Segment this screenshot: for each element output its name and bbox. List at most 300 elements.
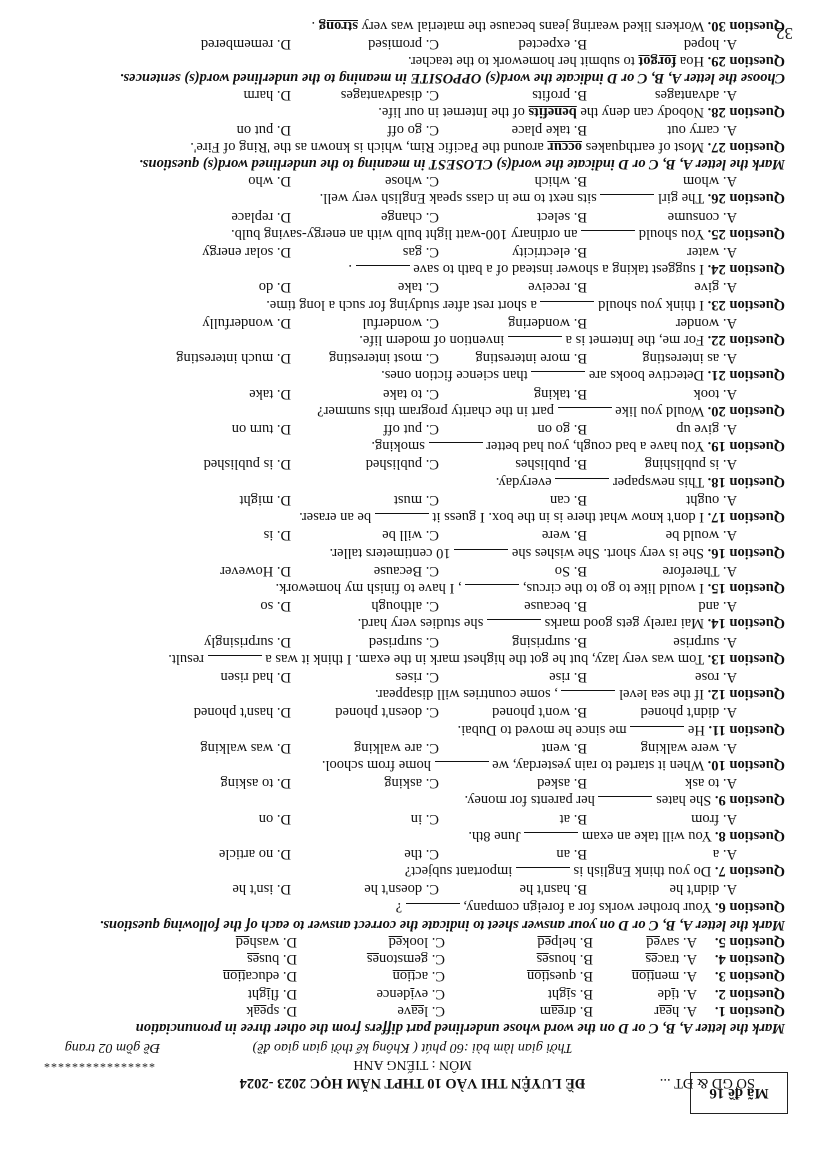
option-row: [25, 774, 785, 791]
answer-blank: [465, 584, 519, 597]
question-label: Question 10.: [707, 756, 785, 773]
option-b: B. electricity: [512, 244, 587, 261]
option-d: D. no article: [218, 845, 291, 862]
option-c: C. take: [397, 279, 439, 296]
option-d-start: D. sp: [266, 1002, 297, 1019]
option-c: C. asking: [384, 775, 439, 792]
option-row: [25, 455, 785, 472]
question-text-start: You should: [638, 225, 705, 242]
option-a-start: A. h: [672, 1002, 697, 1019]
question-label: Question 27.: [707, 138, 785, 155]
question-text-end: her parents for money.: [464, 792, 595, 809]
question-label: Question 21.: [707, 367, 785, 384]
option-b-underlined: es: [536, 951, 549, 968]
option-d: D. do: [258, 279, 291, 296]
option-row: [25, 950, 785, 967]
question-label: Question 11.: [708, 721, 785, 738]
question-stem: [25, 791, 785, 809]
answer-blank: [208, 655, 262, 668]
option-a: A. advantages: [654, 87, 737, 104]
answer-blank: [598, 796, 652, 809]
option-c-end: ve: [397, 1002, 412, 1019]
option-b: B. wondering: [508, 314, 587, 331]
question-label: Question 14.: [707, 615, 785, 632]
question-stem: [25, 331, 785, 349]
answer-blank: [508, 336, 562, 349]
question-label: Question 30.: [707, 18, 785, 35]
answer-blank: [531, 371, 585, 384]
option-b: [445, 1002, 593, 1019]
option-d: D. harm: [243, 87, 291, 104]
underlined-word: occur: [547, 138, 583, 155]
option-row: [25, 34, 785, 51]
question-5: [25, 933, 785, 950]
option-d-start: D. fl: [270, 985, 297, 1002]
question-text-start: Nobody can deny the: [580, 104, 705, 121]
option-b-underlined: i: [566, 985, 571, 1002]
option-a-start: A. sav: [659, 933, 697, 950]
question-text-end: invention of modern life.: [359, 332, 505, 349]
question-stem: [25, 827, 785, 845]
option-row: [25, 278, 785, 295]
question-text-start: Do you think English is: [573, 863, 712, 880]
option-a: A. give up: [676, 421, 737, 438]
question-text-start: If the sea level: [619, 686, 705, 703]
question-label: Question 16.: [707, 544, 785, 561]
option-b-start: B. dr: [564, 1002, 593, 1019]
option-a: A. hoped: [683, 35, 737, 52]
question-20: [25, 384, 785, 419]
option-d: [149, 967, 297, 984]
question-label: Question 26.: [707, 190, 785, 207]
option-a-underlined: es: [645, 951, 658, 968]
option-a: A. ought: [686, 491, 737, 508]
option-a: A. Therefore: [662, 562, 737, 579]
option-c: C. change: [381, 208, 439, 225]
option-c-start: C. ac: [415, 968, 445, 985]
question-4: [25, 950, 785, 967]
option-a: A. water: [687, 244, 737, 261]
option-b: B. asked: [537, 775, 587, 792]
question-24: [25, 243, 785, 278]
option-d: [149, 933, 297, 950]
option-b: B. were: [541, 527, 587, 544]
option-c: C. surprised: [368, 633, 439, 650]
option-a: [593, 950, 697, 967]
question-stem: [25, 437, 785, 455]
option-c-start: C. look: [402, 933, 445, 950]
question-13: [25, 632, 785, 667]
question-8: [25, 809, 785, 844]
question-stem: [25, 473, 785, 491]
question-text-end: 10 centimeters taller.: [329, 544, 451, 561]
option-c-end: dence: [376, 985, 411, 1002]
option-d: D. surprisingly: [204, 633, 291, 650]
option-row: [25, 526, 785, 543]
option-c: C. whose: [385, 173, 439, 190]
underlined-word: benefits: [528, 104, 577, 121]
option-c-start: C. l: [424, 1002, 445, 1019]
option-b: B. receive: [528, 279, 587, 296]
question-text-end: part in the charity program this summer?: [317, 402, 554, 419]
question-stem: [25, 225, 785, 243]
option-c: [297, 933, 445, 950]
option-c: [297, 984, 445, 1001]
question-text-start: I think you should: [598, 296, 705, 313]
option-a: A. give: [694, 279, 737, 296]
option-c-underlined: ed: [388, 933, 403, 950]
answer-blank: [356, 265, 410, 278]
option-c: C. gas: [402, 244, 439, 261]
answer-blank: [516, 867, 570, 880]
option-a: A. didn't he: [669, 881, 737, 898]
question-text-start: For me, the Internet is a: [565, 332, 705, 349]
question-text-end: June 8th.: [468, 827, 521, 844]
question-text-end: .: [311, 18, 316, 35]
answer-blank: [630, 726, 684, 739]
question-label: Question 12.: [707, 686, 785, 703]
question-label: Question 8.: [714, 827, 785, 844]
option-a: A. were walking: [640, 739, 737, 756]
option-row: [25, 243, 785, 260]
option-row: [25, 984, 785, 1001]
option-row: [25, 207, 785, 224]
option-row: [25, 420, 785, 437]
question-label: Question 18.: [707, 473, 785, 490]
option-b: B. which: [534, 173, 587, 190]
option-c: C. to take: [383, 385, 439, 402]
option-row: [25, 597, 785, 614]
option-row: [25, 880, 785, 897]
option-d: D. However: [220, 562, 291, 579]
option-c: C. will be: [382, 527, 439, 544]
option-d: [149, 984, 297, 1001]
question-label: Question 25.: [707, 225, 785, 242]
option-c: C. although: [371, 598, 439, 615]
option-c-start: C. ev: [414, 985, 445, 1002]
option-d: D. had risen: [220, 668, 291, 685]
option-b: [445, 933, 593, 950]
option-b-end: m: [539, 1002, 552, 1019]
question-stem: [25, 138, 785, 155]
question-26: [25, 172, 785, 207]
question-label: Question 17.: [707, 509, 785, 526]
question-label: Question 6.: [714, 898, 785, 915]
option-d: D. so: [260, 598, 291, 615]
option-d: D. isn't he: [232, 881, 291, 898]
question-label: Question 2.: [714, 985, 785, 1002]
question-stem: [25, 579, 785, 597]
instruction-antonym: Choose the letter A, B, C or D indicate the word(s) OPPOSITE in meaning to the underlined word(s) sentences.: [119, 70, 785, 87]
subject-line: MÔN : TIẾNG ANH: [353, 1057, 472, 1072]
option-d: D. was walking: [200, 739, 291, 756]
question-12: [25, 668, 785, 703]
question-text-start: Hoa: [679, 52, 705, 69]
option-b: B. at: [559, 810, 587, 827]
answer-blank: [487, 619, 541, 632]
answer-blank: [558, 407, 612, 420]
option-row: [25, 845, 785, 862]
question-22: [25, 314, 785, 349]
exam-header: [10, 1042, 815, 1157]
question-text-start: She hates: [656, 792, 712, 809]
option-d: D. hasn't phoned: [193, 704, 291, 721]
question-label: Question 9.: [714, 792, 785, 809]
option-d: D. turn on: [231, 421, 291, 438]
option-d-start: D. wash: [249, 933, 297, 950]
question-label: Question 7.: [714, 863, 785, 880]
option-c: C. in: [410, 810, 439, 827]
question-stem: [25, 189, 785, 207]
option-c: C. rises: [395, 668, 439, 685]
option-c: C. wonderful: [362, 314, 439, 331]
question-text-start: Your brother works for a foreign company,: [463, 898, 712, 915]
option-b-underlined: tion: [526, 968, 550, 985]
question-text-end: , some countries will disappear.: [375, 686, 558, 703]
option-a: [593, 984, 697, 1001]
instruction-pronunciation: Mark the letter A, B, C or D on the word whose underlined part differs from the other three in pronunciation: [135, 1020, 785, 1036]
exam-code-box: Mã đề 16: [690, 1072, 788, 1114]
option-d: [149, 1002, 297, 1019]
question-stem: [25, 366, 785, 384]
question-stem: [25, 685, 785, 703]
question-stem: [25, 650, 785, 668]
option-a: A. is publishing: [644, 456, 737, 473]
answer-blank: [435, 761, 489, 774]
question-text-end: everyday.: [495, 473, 552, 490]
question-label: Question 13.: [707, 650, 785, 667]
option-c: C. put off: [383, 421, 439, 438]
question-text-end: be an eraser.: [299, 509, 372, 526]
question-label: Question 15.: [707, 579, 785, 596]
option-b-start: B. ques: [549, 968, 593, 985]
option-a-end: r: [654, 1002, 660, 1019]
question-text-end: home from school.: [321, 756, 431, 773]
question-15: [25, 562, 785, 597]
question-text-end: smoking.: [371, 438, 425, 455]
option-a: A. a: [712, 845, 737, 862]
option-a: [593, 933, 697, 950]
option-a-start: A. trac: [657, 951, 697, 968]
option-d: D. put on: [236, 121, 291, 138]
question-16: [25, 526, 785, 561]
question-29: [25, 34, 785, 68]
option-a: A. took: [693, 385, 737, 402]
option-a: A. carry out: [667, 121, 737, 138]
question-25: [25, 207, 785, 242]
question-stem: [25, 756, 785, 774]
question-17: [25, 491, 785, 526]
option-c-underlined: i: [410, 985, 415, 1002]
option-c: [297, 1002, 445, 1019]
question-stem: [25, 52, 785, 69]
option-b: [445, 950, 593, 967]
question-stem: [25, 614, 785, 632]
option-c: C. doesn't phoned: [335, 704, 439, 721]
option-d-start: D. educa: [245, 968, 297, 985]
option-d: D. is published: [203, 456, 291, 473]
question-28: [25, 86, 785, 120]
question-text-start: Most of earthquakes: [585, 138, 705, 155]
option-c: C. promised: [368, 35, 439, 52]
option-row: [25, 172, 785, 189]
question-text-end: ?: [395, 898, 403, 915]
option-b: B. take place: [511, 121, 587, 138]
question-text-end: than science fiction ones.: [381, 367, 528, 384]
option-row: [25, 562, 785, 579]
question-3: [25, 967, 785, 984]
question-14: [25, 597, 785, 632]
option-d-underlined: tion: [222, 968, 246, 985]
question-text-end: me since he moved to Dubai.: [457, 721, 627, 738]
option-a-underlined: ea: [659, 1002, 673, 1019]
question-text-end: she studies very hard.: [357, 615, 484, 632]
question-text-start: You have a bad cough, you had better: [486, 438, 705, 455]
option-b: B. hasn't he: [519, 881, 587, 898]
option-a-end: de: [657, 985, 672, 1002]
option-b: B. taking: [533, 385, 587, 402]
question-text-start: You will take an exam: [581, 827, 712, 844]
answer-blank: [555, 478, 609, 491]
option-b: B. profits: [532, 87, 587, 104]
option-b-end: ght: [547, 985, 567, 1002]
question-text-end: result.: [168, 650, 205, 667]
question-10: [25, 739, 785, 774]
question-text-end: around the Pacific Rim, which is known as the 'Ring of Fire'.: [190, 138, 544, 155]
question-19: [25, 420, 785, 455]
answer-blank: [429, 442, 483, 455]
option-a: A. from: [691, 810, 737, 827]
option-b: B. expected: [518, 35, 587, 52]
option-b-start: B. help: [551, 933, 593, 950]
question-text-start: Would you like: [615, 402, 705, 419]
option-b: B. go on: [537, 421, 587, 438]
option-a: A. surprise: [673, 633, 737, 650]
question-27: [25, 120, 785, 154]
question-label: Question 29.: [707, 52, 785, 69]
option-a-underlined: i: [671, 985, 676, 1002]
option-c-underlined: es: [366, 951, 379, 968]
answer-blank: [561, 690, 615, 703]
question-text-start: She is very short. She wishes she: [511, 544, 705, 561]
option-c: C. must: [393, 491, 439, 508]
underlined-word: strong: [318, 18, 358, 35]
option-row: [25, 632, 785, 649]
option-c: C. doesn't he: [364, 881, 439, 898]
option-c: C. published: [365, 456, 439, 473]
question-stem: [25, 103, 785, 120]
question-text-start: This newspaper: [612, 473, 705, 490]
option-row: [25, 703, 785, 720]
option-d: D. solar energy: [202, 244, 291, 261]
question-stem: [25, 862, 785, 880]
option-a-underlined: ed: [646, 933, 660, 950]
question-stem: [25, 260, 785, 278]
answer-blank: [406, 903, 460, 916]
option-c: C. the: [404, 845, 439, 862]
option-d-end: k: [246, 1002, 254, 1019]
page-count: Đề gồm 02 trang: [64, 1040, 160, 1055]
question-text-start: Detective books are: [588, 367, 705, 384]
answer-blank: [524, 832, 578, 845]
option-b: B. publishes: [515, 456, 587, 473]
question-label: Question 28.: [707, 104, 785, 121]
question-2: [25, 984, 785, 1001]
question-label: Question 23.: [707, 296, 785, 313]
option-a: A. rose: [695, 668, 737, 685]
option-b: B. can: [549, 491, 587, 508]
option-row: [25, 314, 785, 331]
question-6: [25, 880, 785, 915]
answer-blank: [540, 301, 594, 314]
question-text-end: to submit her homework to the teacher.: [408, 52, 635, 69]
question-stem: [25, 17, 785, 34]
option-row: [25, 120, 785, 137]
option-d-underlined: ea: [253, 1002, 267, 1019]
option-row: [25, 349, 785, 366]
option-c: [297, 967, 445, 984]
option-b-start: B. hous: [548, 951, 593, 968]
option-b-start: B. s: [570, 985, 593, 1002]
question-stem: [25, 508, 785, 526]
option-c: C. are walking: [354, 739, 439, 756]
question-label: Question 22.: [707, 332, 785, 349]
duration-line: Thời gian làm bài :60 phút ( Không kể thời gian giao đề): [252, 1040, 573, 1055]
option-row: [25, 384, 785, 401]
answer-blank: [454, 549, 508, 562]
option-b: B. rise: [549, 668, 587, 685]
option-row: [25, 739, 785, 756]
option-a: A. wonder: [675, 314, 737, 331]
option-b: B. more interesting: [475, 350, 587, 367]
option-d: D. is: [263, 527, 291, 544]
option-b: B. surprising: [512, 633, 587, 650]
option-d: D. to asking: [220, 775, 291, 792]
instruction-synonym: Mark the letter A, B, C or D indicate the word(s) CLOSEST in meaning to the underlined word(s) questions.: [138, 156, 785, 173]
question-label: Question 24.: [707, 261, 785, 278]
question-label: Question 20.: [707, 402, 785, 419]
option-d-end: ght: [247, 985, 267, 1002]
stars-divider: ****************: [43, 1057, 155, 1071]
option-b: [445, 984, 593, 1001]
question-text-start: Mai rarely gets good marks: [544, 615, 705, 632]
option-a: A. to ask: [685, 775, 737, 792]
underlined-word: forgot: [638, 52, 677, 69]
option-d: D. replace: [231, 208, 291, 225]
option-c-underlined: tion: [392, 968, 416, 985]
question-label: Question 5.: [714, 933, 785, 950]
option-a: A. didn't phoned: [640, 704, 737, 721]
option-d: D. who: [248, 173, 291, 190]
option-d-underlined: i: [266, 985, 271, 1002]
answer-blank: [375, 513, 429, 526]
option-c: C. disadvantages: [340, 87, 439, 104]
option-row: [25, 491, 785, 508]
option-d: D. wonderfully: [202, 314, 291, 331]
option-c: [297, 950, 445, 967]
option-d-underlined: ed: [235, 933, 250, 950]
option-d: D. remembered: [200, 35, 291, 52]
question-text-start: I don't know what there is in the box. I guess it: [432, 509, 705, 526]
question-label: Question 19.: [707, 438, 785, 455]
option-b: B. an: [556, 845, 587, 862]
answer-blank: [581, 230, 635, 243]
question-text-end: an ordinary 100-watt light bulb with an energy-saving bulb.: [231, 225, 578, 242]
option-a: [593, 1002, 697, 1019]
question-text-start: Tom was very lazy, but he got the highest mark in the exam. I think it was a: [265, 650, 705, 667]
option-d-start: D. bus: [259, 951, 297, 968]
option-b: B. select: [537, 208, 587, 225]
